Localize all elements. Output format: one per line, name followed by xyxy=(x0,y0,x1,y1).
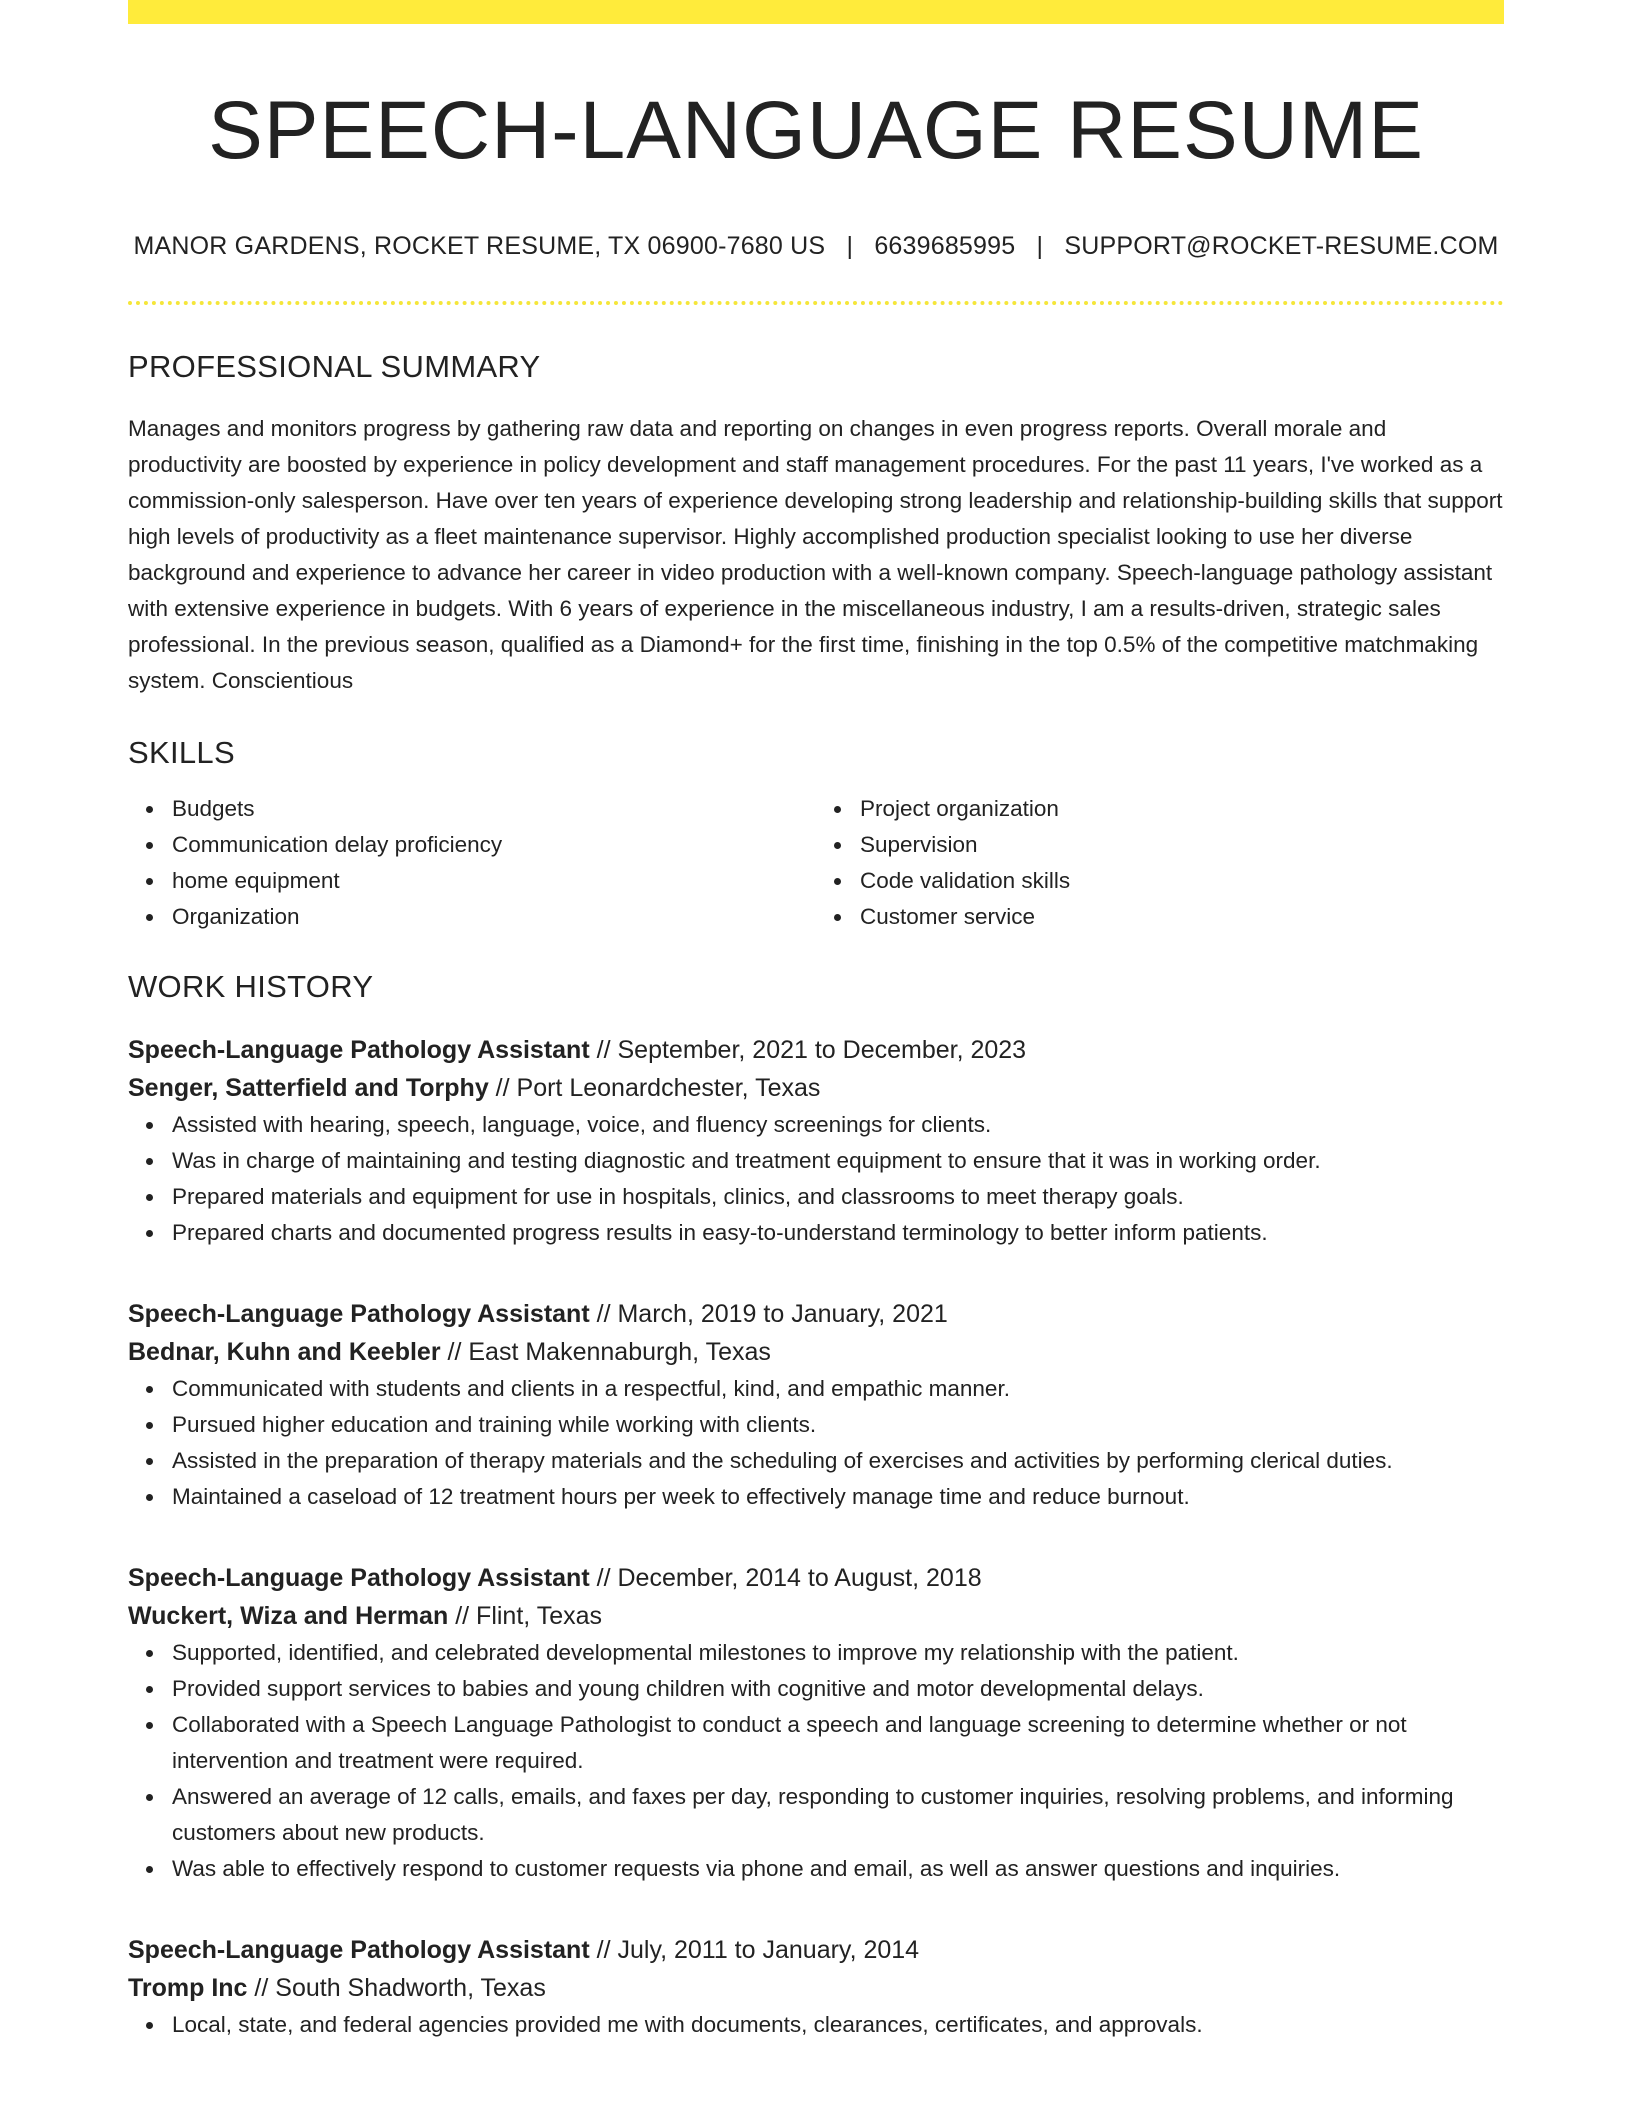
delimiter: // xyxy=(596,1300,611,1329)
contact-phone: 6639685995 xyxy=(874,232,1016,261)
contact-separator: | xyxy=(1036,232,1044,261)
job-title: Speech-Language Pathology Assistant xyxy=(128,1564,590,1593)
contact-address: MANOR GARDENS, ROCKET RESUME, TX 06900-7680 US xyxy=(133,232,826,261)
job-company-line xyxy=(128,1597,1504,1635)
skill-item: Organization xyxy=(172,899,816,935)
job-dates: September, 2021 to December, 2023 xyxy=(617,1036,1027,1065)
job-location: Flint, Texas xyxy=(476,1602,603,1631)
delimiter: // xyxy=(596,1936,611,1965)
job-bullet: Collaborated with a Speech Language Pathologist to conduct a speech and language screening to determine whether or not intervention and treatment were required. xyxy=(172,1707,1504,1779)
job-bullets xyxy=(128,1371,1504,1515)
job-title-line xyxy=(128,1559,1504,1597)
contact-email: SUPPORT@ROCKET-RESUME.COM xyxy=(1064,232,1499,261)
skill-item: Supervision xyxy=(860,827,1504,863)
skills-section xyxy=(128,735,1504,935)
job-dates: July, 2011 to January, 2014 xyxy=(617,1936,920,1965)
job-company: Senger, Satterfield and Torphy xyxy=(128,1074,489,1103)
job-bullets xyxy=(128,2007,1504,2043)
job-bullet: Was in charge of maintaining and testing diagnostic and treatment equipment to ensure that it was in working order. xyxy=(172,1143,1504,1179)
job-company-line xyxy=(128,1069,1504,1107)
delimiter: // xyxy=(596,1036,611,1065)
skill-item: Budgets xyxy=(172,791,816,827)
job-title: Speech-Language Pathology Assistant xyxy=(128,1936,590,1965)
skill-item: Communication delay proficiency xyxy=(172,827,816,863)
job-bullet: Pursued higher education and training while working with clients. xyxy=(172,1407,1504,1443)
summary-text: Manages and monitors progress by gathering raw data and reporting on changes in even progress reports. Overall morale and productivity are boosted by experience in policy development and staff management procedures. For the past 11 years, I've worked as a commission-only salesperson. Have over ten years of experience developing strong leadership and relationship-building skills that support high levels of productivity as a fleet maintenance supervisor. Highly accomplished production specialist looking to use her diverse background and experience to advance her career in video production with a well-known company. Speech-language pathology assistant with extensive experience in budgets. With 6 years of experience in the miscellaneous industry, I am a results-driven, strategic sales professional. In the previous season, qualified as a Diamond+ for the first time, finishing in the top 0.5% of the competitive matchmaking system. Conscientious xyxy=(128,416,1503,694)
contact-separator: | xyxy=(846,232,854,261)
professional-summary-section xyxy=(128,349,1504,699)
job-location: Port Leonardchester, Texas xyxy=(516,1074,821,1103)
job-bullet: Supported, identified, and celebrated developmental milestones to improve my relationship with the patient. xyxy=(172,1635,1504,1671)
job-title: Speech-Language Pathology Assistant xyxy=(128,1300,590,1329)
job-bullet: Assisted with hearing, speech, language, voice, and fluency screenings for clients. xyxy=(172,1107,1504,1143)
job-title-line xyxy=(128,1295,1504,1333)
job-company-line xyxy=(128,1969,1504,2007)
job-title-line xyxy=(128,1931,1504,1969)
job-bullet: Local, state, and federal agencies provided me with documents, clearances, certificates, and approvals. xyxy=(172,2007,1504,2043)
job-entry xyxy=(128,1031,1504,1251)
job-bullet: Maintained a caseload of 12 treatment hours per week to effectively manage time and reduce burnout. xyxy=(172,1479,1504,1515)
skills-grid xyxy=(128,791,1504,935)
job-dates: December, 2014 to August, 2018 xyxy=(617,1564,982,1593)
resume-title: SPEECH-LANGUAGE RESUME xyxy=(208,85,1424,176)
job-bullet: Answered an average of 12 calls, emails, and faxes per day, responding to customer inquiries, resolving problems, and informing customers about new products. xyxy=(172,1779,1504,1851)
delimiter: // xyxy=(447,1338,462,1367)
job-bullet: Communicated with students and clients in a respectful, kind, and empathic manner. xyxy=(172,1371,1504,1407)
work-history-heading: WORK HISTORY xyxy=(128,969,374,1005)
job-bullet: Provided support services to babies and young children with cognitive and motor developmental delays. xyxy=(172,1671,1504,1707)
accent-top-bar xyxy=(128,0,1504,24)
job-bullets xyxy=(128,1107,1504,1251)
skill-item: Customer service xyxy=(860,899,1504,935)
job-bullet: Was able to effectively respond to customer requests via phone and email, as well as answer questions and inquiries. xyxy=(172,1851,1504,1887)
skill-item: Code validation skills xyxy=(860,863,1504,899)
skills-heading: SKILLS xyxy=(128,735,235,771)
delimiter: // xyxy=(254,1974,269,2003)
job-title: Speech-Language Pathology Assistant xyxy=(128,1036,590,1065)
job-dates: March, 2019 to January, 2021 xyxy=(617,1300,948,1329)
job-company: Bednar, Kuhn and Keebler xyxy=(128,1338,441,1367)
skill-item: Project organization xyxy=(860,791,1504,827)
contact-line xyxy=(128,232,1504,261)
skill-item: home equipment xyxy=(172,863,816,899)
job-bullet: Assisted in the preparation of therapy materials and the scheduling of exercises and activities by performing clerical duties. xyxy=(172,1443,1504,1479)
job-entry xyxy=(128,1295,1504,1515)
job-entry xyxy=(128,1931,1504,2043)
header-divider xyxy=(128,301,1504,305)
job-bullets xyxy=(128,1635,1504,1887)
job-title-line xyxy=(128,1031,1504,1069)
job-bullet: Prepared charts and documented progress results in easy-to-understand terminology to better inform patients. xyxy=(172,1215,1504,1251)
resume-page xyxy=(128,0,1504,2043)
job-company-line xyxy=(128,1333,1504,1371)
job-location: South Shadworth, Texas xyxy=(275,1974,546,2003)
job-company: Tromp Inc xyxy=(128,1974,248,2003)
delimiter: // xyxy=(596,1564,611,1593)
delimiter: // xyxy=(495,1074,510,1103)
job-bullet: Prepared materials and equipment for use in hospitals, clinics, and classrooms to meet therapy goals. xyxy=(172,1179,1504,1215)
skills-column-left xyxy=(128,791,816,935)
job-entry xyxy=(128,1559,1504,1887)
summary-heading: PROFESSIONAL SUMMARY xyxy=(128,349,541,385)
job-company: Wuckert, Wiza and Herman xyxy=(128,1602,449,1631)
job-location: East Makennaburgh, Texas xyxy=(468,1338,771,1367)
work-history-section xyxy=(128,969,1504,2043)
skills-column-right xyxy=(816,791,1504,935)
delimiter: // xyxy=(455,1602,470,1631)
